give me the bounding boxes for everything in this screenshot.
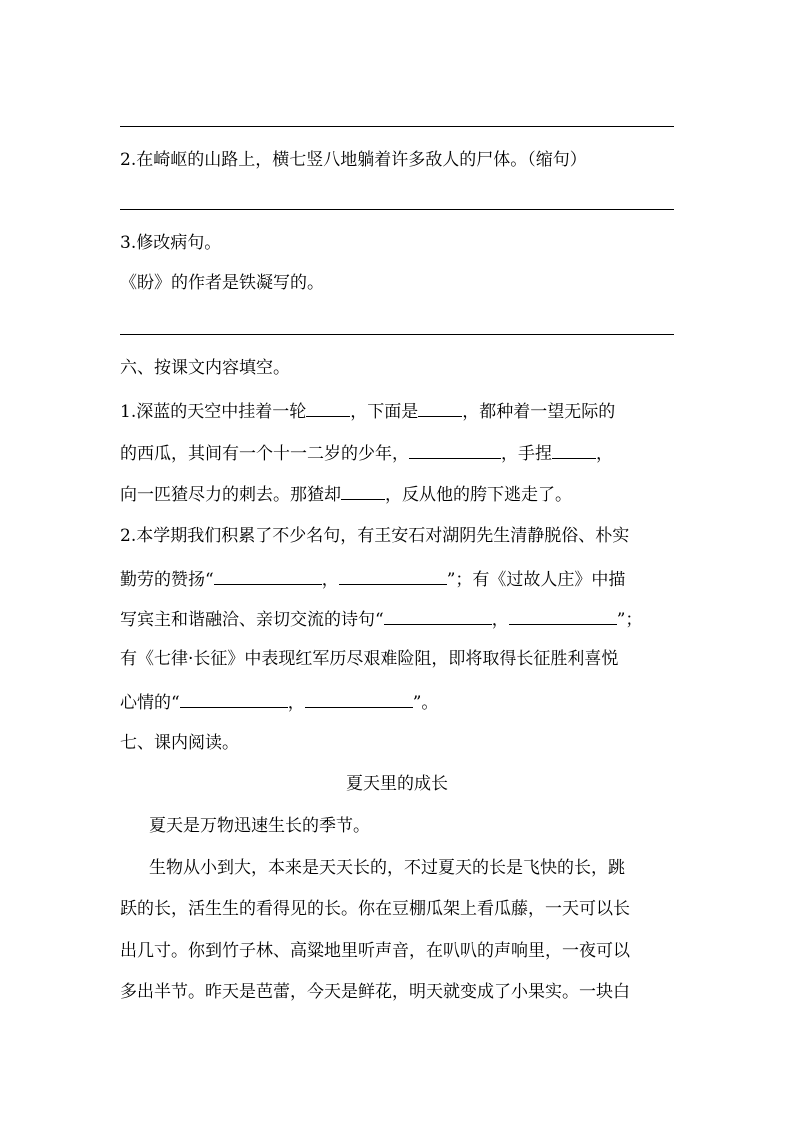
fill-blank[interactable] — [384, 606, 492, 625]
fill-text: 1.深蓝的天空中挂着一轮 — [120, 402, 307, 422]
question-3-title: 3.修改病句。 — [120, 233, 222, 253]
fill-blank[interactable] — [306, 398, 350, 417]
fill-text: 向一匹猹尽力的刺去。那猹却 — [120, 485, 341, 505]
fill-blank[interactable] — [339, 566, 447, 585]
reading-paragraph-2-line-2: 跃的长，活生生的看得见的长。你在豆棚瓜架上看瓜藤，一天可以长 — [120, 899, 630, 919]
fill-2-line-4: 有《七律·长征》中表现红军历尽艰难险阻，即将取得长征胜利喜悦 — [120, 649, 619, 669]
fill-1-line-3 — [120, 481, 680, 507]
question-2-text: 2.在崎岖的山路上，横七竖八地躺着许多敌人的尸体。（缩句） — [120, 150, 587, 170]
fill-blank[interactable] — [552, 440, 596, 459]
section-7-title: 七、课内阅读。 — [120, 733, 239, 753]
fill-text: 勤劳的赞扬“ — [120, 570, 214, 590]
fill-blank[interactable] — [509, 606, 617, 625]
fill-blank[interactable] — [214, 566, 322, 585]
fill-text: ，反从他的胯下逃走了。 — [385, 485, 572, 505]
fill-text: ， — [596, 444, 613, 464]
fill-text: ， — [491, 610, 509, 630]
fill-text: ”。 — [412, 693, 439, 713]
fill-text: ”；有《过故人庄》中描 — [446, 570, 626, 590]
fill-blank[interactable] — [180, 689, 288, 708]
fill-2-line-1: 2.本学期我们积累了不少名句，有王安石对湖阴先生清静脱俗、朴实 — [120, 526, 630, 546]
reading-paragraph-1: 夏天是万物迅速生长的季节。 — [149, 816, 370, 836]
answer-line — [120, 209, 674, 210]
fill-text: 写宾主和谐融洽、亲切交流的诗句“ — [120, 610, 384, 630]
fill-text: 的西瓜，其间有一个十一二岁的少年， — [120, 444, 409, 464]
answer-line — [120, 126, 674, 127]
reading-paragraph-2-line-1: 生物从小到大，本来是天天长的，不过夏天的长是飞快的长，跳 — [149, 858, 625, 878]
fill-2-line-2 — [120, 566, 680, 592]
fill-text: ， — [287, 693, 305, 713]
fill-blank[interactable] — [418, 398, 462, 417]
answer-line — [120, 334, 674, 335]
fill-text: ， — [321, 570, 339, 590]
fill-text: ”； — [616, 610, 643, 630]
fill-2-line-5 — [120, 689, 680, 715]
fill-blank[interactable] — [305, 689, 413, 708]
section-6-title: 六、按课文内容填空。 — [120, 358, 290, 378]
fill-blank[interactable] — [409, 440, 501, 459]
question-2 — [120, 148, 680, 172]
reading-paragraph-2-line-3: 出几寸。你到竹子林、高粱地里听声音，在叭叭的声响里，一夜可以 — [120, 941, 630, 961]
fill-text: ，下面是 — [350, 402, 419, 422]
fill-2-line-3 — [120, 606, 680, 632]
reading-title: 夏天里的成长 — [346, 774, 448, 794]
reading-paragraph-2-line-4: 多出半节。昨天是芭蕾，今天是鲜花，明天就变成了小果实。一块白 — [120, 982, 630, 1002]
fill-text: ，都种着一望无际的 — [462, 402, 616, 422]
fill-text: 心情的“ — [120, 693, 180, 713]
fill-text: ，手捏 — [501, 444, 552, 464]
fill-blank[interactable] — [341, 481, 385, 500]
fill-1-line-2 — [120, 440, 680, 466]
question-3-sentence: 《盼》的作者是铁凝写的。 — [120, 273, 324, 293]
fill-1-line-1 — [120, 398, 680, 424]
